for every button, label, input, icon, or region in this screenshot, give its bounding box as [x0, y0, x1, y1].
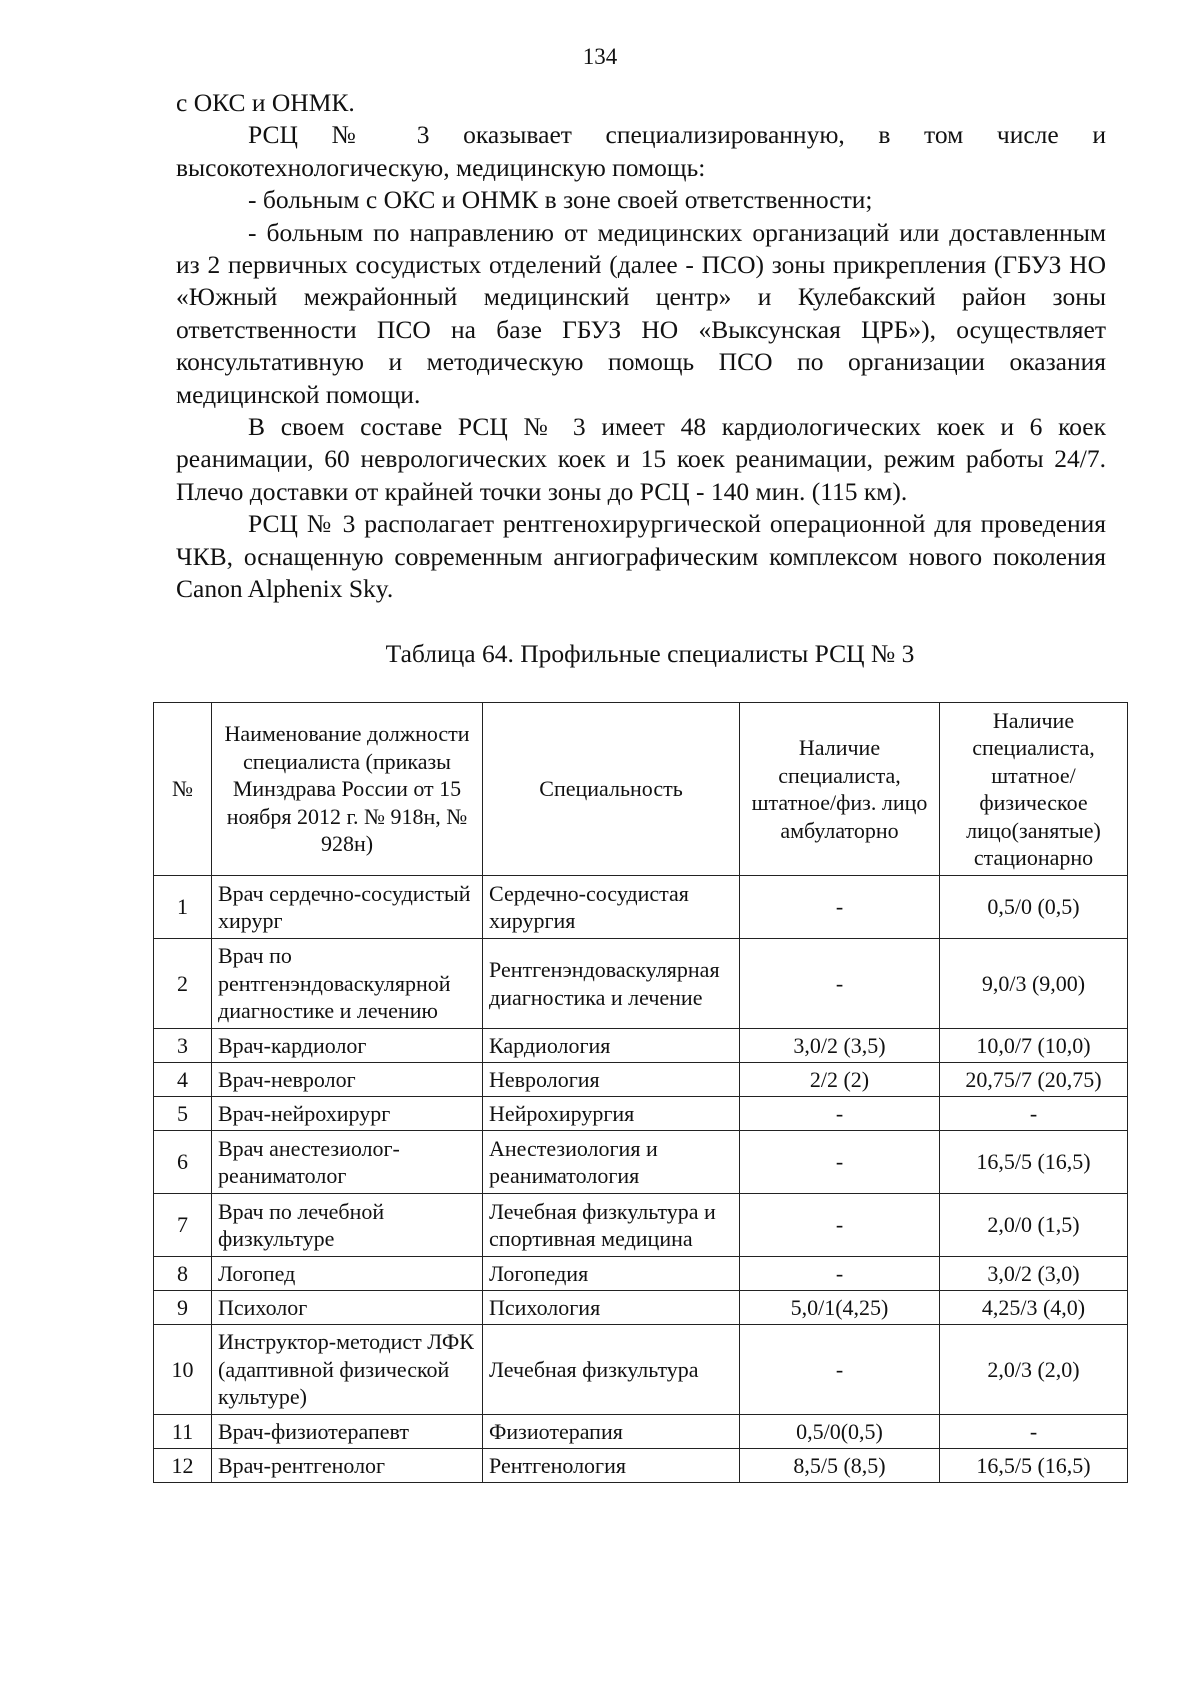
- cell-position: Врач-рентгенолог: [212, 1449, 483, 1483]
- cell-stationary: 2,0/3 (2,0): [940, 1325, 1128, 1415]
- cell-position: Врач-кардиолог: [212, 1029, 483, 1063]
- cell-ambulatory: -: [740, 1097, 940, 1131]
- table-row: [154, 1291, 1128, 1325]
- cell-position: Врач-нейрохирург: [212, 1097, 483, 1131]
- cell-ambulatory: -: [740, 1194, 940, 1257]
- table-header-row: [154, 703, 1128, 876]
- header-stationary: Наличие специалиста, штатное/физическое лицо(занятые) стационарно: [940, 703, 1128, 876]
- cell-position: Инструктор-методист ЛФК (адаптивной физической культуре): [212, 1325, 483, 1415]
- cell-specialty: Лечебная физкультура и спортивная медицина: [483, 1194, 740, 1257]
- paragraph-bullet-zone: - больным с ОКС и ОНМК в зоне своей ответственности;: [248, 185, 873, 215]
- cell-specialty: Логопедия: [483, 1257, 740, 1291]
- cell-stationary: 20,75/7 (20,75): [940, 1063, 1128, 1097]
- cell-num: 12: [154, 1449, 212, 1483]
- cell-stationary: -: [940, 1097, 1128, 1131]
- paragraph-continuation: с ОКС и ОНМК.: [176, 88, 355, 117]
- cell-num: 6: [154, 1131, 212, 1194]
- cell-stationary: 2,0/0 (1,5): [940, 1194, 1128, 1257]
- page-number: 134: [582, 44, 618, 69]
- cell-stationary: 10,0/7 (10,0): [940, 1029, 1128, 1063]
- table-row: [154, 1449, 1128, 1483]
- cell-specialty: Физиотерапия: [483, 1415, 740, 1449]
- cell-num: 1: [154, 876, 212, 939]
- table-row: [154, 1097, 1128, 1131]
- paragraph-bullet-referral: - больным по направлению от медицинских организаций или доставленным из 2 первичных сосудистых отделений (далее - ПСО) зоны прикрепления (ГБУЗ НО «Южный межрайонный медицинский центр» и Кулебакский район зоны ответственности ПСО на базе ГБУЗ НО «Выксунская ЦРБ»), осуществляет консультативную и методическую помощь ПСО по организации оказания медицинской помощи.: [176, 217, 1106, 409]
- header-position: Наименование должности специалиста (приказы Минздрава России от 15 ноября 2012 г. № 918н, № 928н): [212, 703, 483, 876]
- cell-specialty: Нейрохирургия: [483, 1097, 740, 1131]
- cell-ambulatory: 3,0/2 (3,5): [740, 1029, 940, 1063]
- cell-num: 5: [154, 1097, 212, 1131]
- body-text: [176, 87, 1106, 606]
- paragraph-beds: В своем составе РСЦ № 3 имеет 48 кардиологических коек и 6 коек реанимации, 60 неврологических коек и 15 коек реанимации, режим работы 24/7. Плечо доставки от крайней точки зоны до РСЦ - 140 мин. (115 км).: [176, 412, 1106, 506]
- cell-ambulatory: -: [740, 1131, 940, 1194]
- header-num: №: [154, 703, 212, 876]
- cell-position: Врач по рентгенэндоваскулярной диагностике и лечению: [212, 939, 483, 1029]
- cell-position: Логопед: [212, 1257, 483, 1291]
- cell-position: Психолог: [212, 1291, 483, 1325]
- cell-ambulatory: 5,0/1(4,25): [740, 1291, 940, 1325]
- cell-num: 9: [154, 1291, 212, 1325]
- cell-specialty: Рентгенэндоваскулярная диагностика и лечение: [483, 939, 740, 1029]
- cell-specialty: Анестезиология и реаниматология: [483, 1131, 740, 1194]
- table-row: [154, 1325, 1128, 1415]
- cell-ambulatory: -: [740, 876, 940, 939]
- cell-position: Врач-физиотерапевт: [212, 1415, 483, 1449]
- paragraph-rsc-care: РСЦ № 3 оказывает специализированную, в том числе и высокотехнологическую, медицинскую помощь:: [176, 120, 1106, 182]
- cell-num: 4: [154, 1063, 212, 1097]
- cell-stationary: 16,5/5 (16,5): [940, 1449, 1128, 1483]
- cell-num: 7: [154, 1194, 212, 1257]
- specialists-table: [153, 702, 1128, 1483]
- cell-num: 3: [154, 1029, 212, 1063]
- cell-stationary: 3,0/2 (3,0): [940, 1257, 1128, 1291]
- cell-specialty: Сердечно-сосудистая хирургия: [483, 876, 740, 939]
- table-caption: Таблица 64. Профильные специалисты РСЦ № 3: [385, 639, 915, 668]
- cell-stationary: 9,0/3 (9,00): [940, 939, 1128, 1029]
- cell-num: 2: [154, 939, 212, 1029]
- cell-specialty: Рентгенология: [483, 1449, 740, 1483]
- cell-stationary: -: [940, 1415, 1128, 1449]
- cell-ambulatory: 0,5/0(0,5): [740, 1415, 940, 1449]
- cell-num: 11: [154, 1415, 212, 1449]
- cell-ambulatory: -: [740, 1257, 940, 1291]
- table-row: [154, 1029, 1128, 1063]
- cell-position: Врач-невролог: [212, 1063, 483, 1097]
- table-row: [154, 1194, 1128, 1257]
- table-row: [154, 1063, 1128, 1097]
- cell-ambulatory: 8,5/5 (8,5): [740, 1449, 940, 1483]
- header-ambulatory: Наличие специалиста, штатное/физ. лицо амбулаторно: [740, 703, 940, 876]
- table-row: [154, 876, 1128, 939]
- table-row: [154, 1131, 1128, 1194]
- cell-specialty: Психология: [483, 1291, 740, 1325]
- cell-specialty: Кардиология: [483, 1029, 740, 1063]
- cell-num: 8: [154, 1257, 212, 1291]
- paragraph-operating-room: РСЦ № 3 располагает рентгенохирургической операционной для проведения ЧКВ, оснащенную современным ангиографическим комплексом нового поколения Canon Alphenix Sky.: [176, 509, 1106, 604]
- cell-stationary: 16,5/5 (16,5): [940, 1131, 1128, 1194]
- cell-num: 10: [154, 1325, 212, 1415]
- cell-specialty: Неврология: [483, 1063, 740, 1097]
- table-row: [154, 1415, 1128, 1449]
- cell-specialty: Лечебная физкультура: [483, 1325, 740, 1415]
- cell-position: Врач сердечно-сосудистый хирург: [212, 876, 483, 939]
- cell-position: Врач по лечебной физкультуре: [212, 1194, 483, 1257]
- cell-ambulatory: -: [740, 939, 940, 1029]
- table-row: [154, 939, 1128, 1029]
- cell-ambulatory: 2/2 (2): [740, 1063, 940, 1097]
- header-specialty: Специальность: [483, 703, 740, 876]
- cell-ambulatory: -: [740, 1325, 940, 1415]
- table-row: [154, 1257, 1128, 1291]
- cell-stationary: 4,25/3 (4,0): [940, 1291, 1128, 1325]
- cell-position: Врач анестезиолог-реаниматолог: [212, 1131, 483, 1194]
- cell-stationary: 0,5/0 (0,5): [940, 876, 1128, 939]
